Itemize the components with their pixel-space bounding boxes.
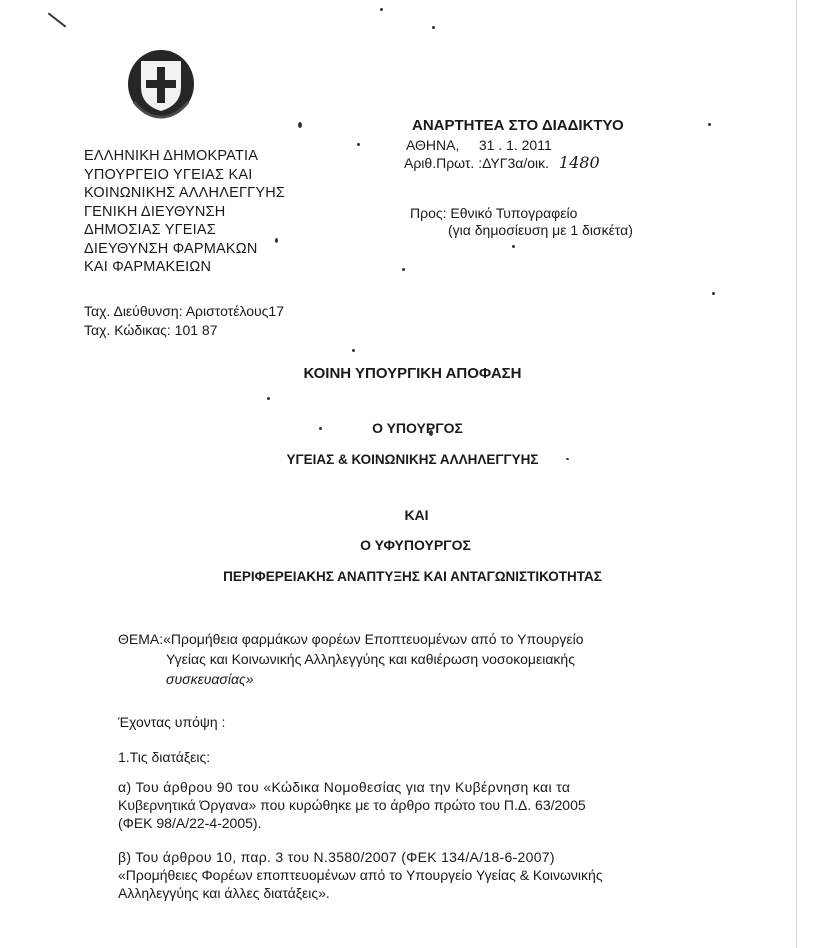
scan-speck: [357, 143, 360, 146]
and-title: ΚΑΙ: [404, 507, 429, 523]
ministry-header-line: ΚΑΙ ΦΑΡΜΑΚΕΙΩΝ: [84, 259, 212, 275]
item-b-line-2: «Προμήθειες Φορέων εποπτευομένων από το Υπουργείο Υγείας & Κοινωνικής: [118, 867, 603, 883]
ministry-header-line: ΓΕΝΙΚΗ ΔΙΕΥΘΥΝΣΗ: [84, 203, 226, 220]
scan-mark: [48, 12, 67, 27]
recipient-note: (για δημοσίευση με 1 δισκέτα): [448, 222, 633, 238]
protocol-label: Αριθ.Πρωτ. :ΔΥΓ3α/οικ.: [404, 155, 550, 171]
deputy-ministry-title: ΠΕΡΙΦΕΡΕΙΑΚΗΣ ΑΝΑΠΤΥΞΗΣ ΚΑΙ ΑΝΤΑΓΩΝΙΣΤΙΚΟΤΗΤΑΣ: [223, 569, 602, 584]
protocol-number: 1480: [558, 153, 600, 172]
having-regard: Έχοντας υπόψη :: [118, 714, 226, 730]
scan-speck: [402, 268, 405, 271]
ministry-header-line: ΔΗΜΟΣΙΑΣ ΥΓΕΙΑΣ: [84, 222, 216, 238]
protocol-line: [404, 155, 600, 171]
scan-speck: [352, 349, 355, 352]
deputy-title: Ο ΥΦΥΠΟΥΡΓΟΣ: [360, 537, 471, 553]
ministry-header-line: ΚΟΙΝΩΝΙΚΗΣ ΑΛΛΗΛΕΓΓΥΗΣ: [84, 185, 286, 201]
subject-line-3: συσκευασίας»: [166, 671, 254, 687]
postal-code: Ταχ. Κώδικας: 101 87: [84, 322, 218, 338]
scan-speck: [432, 26, 435, 29]
subject-line-1: ΘΕΜΑ:«Προμήθεια φαρμάκων φορέων Εποπτευομένων από το Υπουργείο: [118, 631, 584, 647]
scan-speck: [267, 397, 270, 400]
scan-speck: [298, 122, 302, 128]
subject-line-2: Υγείας και Κοινωνικής Αλληλεγγύης και καθιέρωση νοσοκομειακής: [166, 651, 575, 667]
ministry-header-line: ΕΛΛΗΝΙΚΗ ΔΗΜΟΚΡΑΤΙΑ: [84, 148, 259, 164]
scan-speck: [712, 292, 715, 295]
item-b-line-3: Αλληλεγγύης και άλλες διατάξεις».: [118, 885, 330, 901]
minister-title: Ο ΥΠΟΥΡΓΟΣ: [372, 420, 463, 436]
ministry-header-line: ΥΠΟΥΡΓΕΙΟ ΥΓΕΙΑΣ ΚΑΙ: [84, 166, 253, 183]
ministry-header: [84, 147, 285, 277]
ministry-header-line: ΔΙΕΥΘΥΝΣΗ ΦΑΡΜΑΚΩΝ: [84, 240, 258, 257]
item-a-line-1: α) Του άρθρου 90 του «Κώδικα Νομοθεσίας για την Κυβέρνηση και τα: [118, 779, 571, 795]
recipient: Προς: Εθνικό Τυπογραφείο: [410, 205, 578, 221]
ministry-title: ΥΓΕΙΑΣ & ΚΟΙΝΩΝΙΚΗΣ ΑΛΛΗΛΕΓΓΥΗΣ: [286, 452, 539, 467]
scan-speck: [380, 8, 383, 11]
address: Ταχ. Διεύθυνση: Αριστοτέλους17: [84, 303, 284, 319]
item-b-line-1: β) Του άρθρου 10, παρ. 3 του Ν.3580/2007 (ΦΕΚ 134/Α/18-6-2007): [118, 849, 555, 865]
scan-edge-line: [796, 0, 797, 948]
item-a-line-3: (ΦΕΚ 98/Α/22-4-2005).: [118, 815, 262, 831]
coat-of-arms-emblem: [126, 47, 196, 119]
item-a-line-2: Κυβερνητικά Όργανα» που κυρώθηκε με το άρθρο πρώτο του Π.Δ. 63/2005: [118, 797, 586, 813]
provisions-heading: 1.Τις διατάξεις:: [118, 749, 211, 765]
scan-speck: [708, 123, 711, 126]
decision-title: ΚΟΙΝΗ ΥΠΟΥΡΓΙΚΗ ΑΠΟΦΑΣΗ: [303, 365, 522, 382]
scan-speck: [512, 245, 515, 248]
place-date: ΑΘΗΝΑ, 31 . 1. 2011: [406, 137, 552, 153]
posting-note: ΑΝΑΡΤΗΤΕΑ ΣΤΟ ΔΙΑΔΙΚΤΥΟ: [412, 117, 624, 134]
